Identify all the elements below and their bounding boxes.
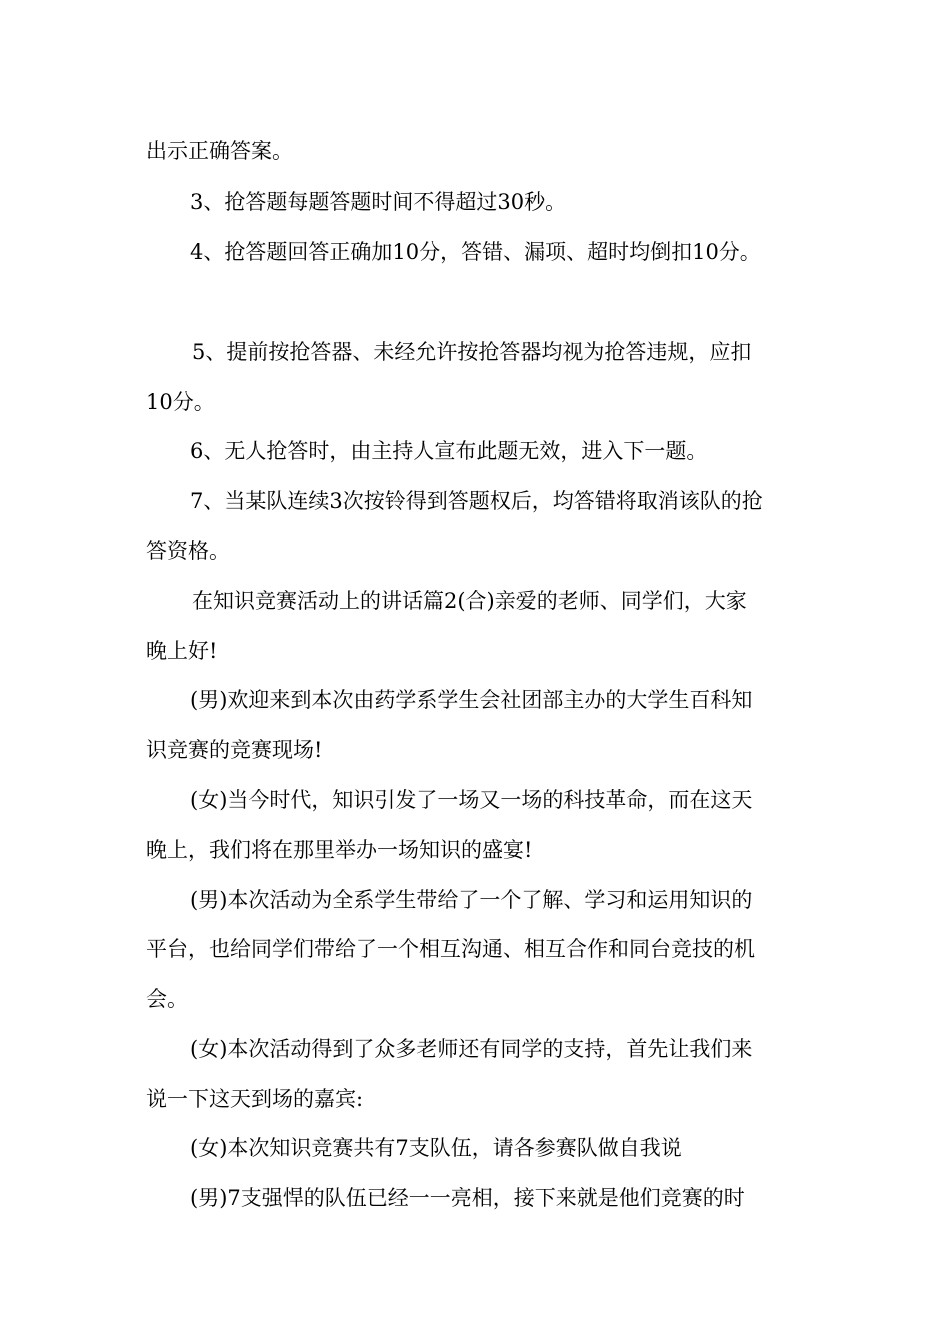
text-line-17: 会。 xyxy=(146,987,188,1011)
text-line-5: 10分。 xyxy=(146,390,215,414)
text-line-13: (女)当今时代，知识引发了一场又一场的科技革命，而在这天 xyxy=(190,788,753,812)
text-line-1: 出示正确答案。 xyxy=(146,139,293,163)
text-line-7: 7、当某队连续3次按铃得到答题权后，均答错将取消该队的抢 xyxy=(190,489,763,513)
text-line-2: 3、抢答题每题答题时间不得超过30秒。 xyxy=(190,190,567,214)
text-line-19: 说一下这天到场的嘉宾: xyxy=(146,1087,364,1111)
text-line-16: 平台，也给同学们带给了一个相互沟通、相互合作和同台竞技的机 xyxy=(146,937,755,961)
text-line-11: (男)欢迎来到本次由药学系学生会社团部主办的大学生百科知 xyxy=(190,688,753,712)
text-line-9: 在知识竞赛活动上的讲话篇2(合)亲爱的老师、同学们，大家 xyxy=(192,589,747,613)
text-line-12: 识竞赛的竞赛现场! xyxy=(146,738,323,762)
text-line-3: 4、抢答题回答正确加10分，答错、漏项、超时均倒扣10分。 xyxy=(190,240,761,264)
text-line-6: 6、无人抢答时，由主持人宣布此题无效，进入下一题。 xyxy=(190,439,708,463)
text-line-14: 晚上，我们将在那里举办一场知识的盛宴! xyxy=(146,838,533,862)
text-line-4: 5、提前按抢答器、未经允许按抢答器均视为抢答违规，应扣 xyxy=(192,340,752,364)
text-line-10: 晚上好! xyxy=(146,639,218,663)
text-line-21: (男)7支强悍的队伍已经一一亮相，接下来就是他们竞赛的时 xyxy=(190,1186,745,1210)
text-line-15: (男)本次活动为全系学生带给了一个了解、学习和运用知识的 xyxy=(190,888,753,912)
text-line-20: (女)本次知识竞赛共有7支队伍，请各参赛队做自我说 xyxy=(190,1136,682,1160)
text-line-18: (女)本次活动得到了众多老师还有同学的支持，首先让我们来 xyxy=(190,1037,753,1061)
text-line-8: 答资格。 xyxy=(146,539,230,563)
